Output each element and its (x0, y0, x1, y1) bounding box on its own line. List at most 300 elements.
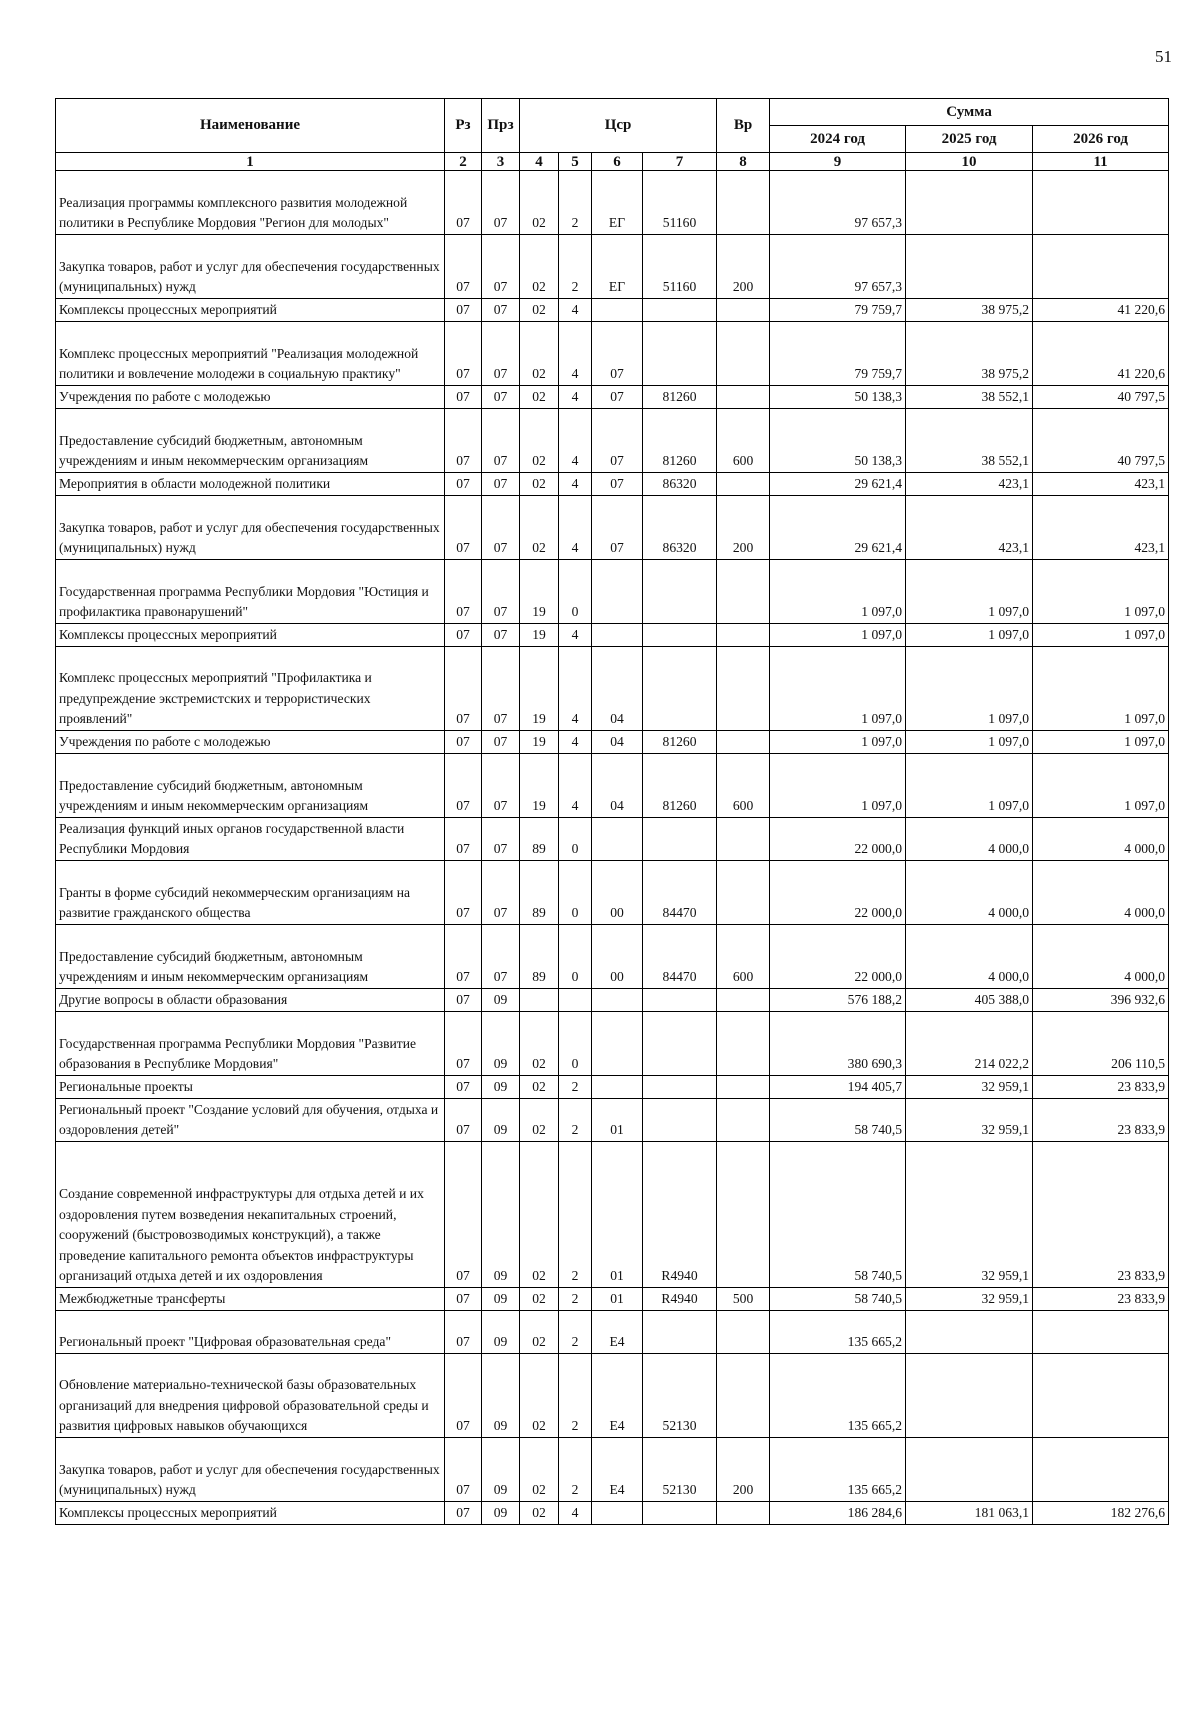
row-vr (717, 322, 770, 386)
row-csr-project: 04 (592, 754, 643, 818)
row-csr-direction: R4940 (643, 1288, 717, 1311)
column-index: 4 (520, 153, 559, 171)
row-sum-2026: 1 097,0 (1033, 754, 1169, 818)
row-csr-program: 02 (520, 171, 559, 235)
row-sum-2025: 1 097,0 (906, 754, 1033, 818)
row-prz: 09 (482, 1288, 520, 1311)
row-csr-project: Е4 (592, 1354, 643, 1438)
row-csr-direction: R4940 (643, 1142, 717, 1288)
row-name: Создание современной инфраструктуры для отдыха детей и их оздоровления путем возведения некапитальных строений, сооружений (быстровозводимых конструкций), а также проведение капитального ремонта объектов инфраструктуры организаций отдыха детей и их оздоровления (56, 1142, 445, 1288)
row-sum-2024: 79 759,7 (770, 322, 906, 386)
row-csr-project: 01 (592, 1099, 643, 1142)
row-csr-direction (643, 1076, 717, 1099)
row-rz: 07 (445, 409, 482, 473)
row-vr (717, 1354, 770, 1438)
row-name: Учреждения по работе с молодежью (56, 731, 445, 754)
row-csr-type: 2 (559, 235, 592, 299)
row-csr-program: 02 (520, 322, 559, 386)
row-vr (717, 1502, 770, 1525)
row-csr-program: 89 (520, 861, 559, 925)
row-csr-type: 0 (559, 560, 592, 624)
row-sum-2025: 214 022,2 (906, 1012, 1033, 1076)
row-sum-2025: 4 000,0 (906, 861, 1033, 925)
row-rz: 07 (445, 473, 482, 496)
table-row (56, 1099, 1169, 1142)
row-prz: 07 (482, 299, 520, 322)
row-sum-2024: 50 138,3 (770, 386, 906, 409)
row-csr-direction (643, 560, 717, 624)
row-vr (717, 1142, 770, 1288)
table-row (56, 624, 1169, 647)
table-row (56, 1311, 1169, 1354)
row-prz: 07 (482, 861, 520, 925)
row-rz: 07 (445, 624, 482, 647)
row-name: Комплекс процессных мероприятий "Реализация молодежной политики и вовлечение молодежи в социальную практику" (56, 322, 445, 386)
row-sum-2026: 4 000,0 (1033, 818, 1169, 861)
row-csr-type: 2 (559, 171, 592, 235)
row-csr-type: 4 (559, 322, 592, 386)
row-sum-2026: 40 797,5 (1033, 409, 1169, 473)
row-sum-2024: 1 097,0 (770, 560, 906, 624)
row-sum-2026: 423,1 (1033, 473, 1169, 496)
row-csr-project (592, 1012, 643, 1076)
row-prz: 07 (482, 409, 520, 473)
row-sum-2026: 1 097,0 (1033, 560, 1169, 624)
row-prz: 09 (482, 1012, 520, 1076)
row-csr-direction: 51160 (643, 235, 717, 299)
row-sum-2026: 1 097,0 (1033, 647, 1169, 731)
row-csr-direction (643, 1099, 717, 1142)
row-sum-2024: 135 665,2 (770, 1354, 906, 1438)
row-sum-2024: 1 097,0 (770, 731, 906, 754)
column-index: 8 (717, 153, 770, 171)
column-header-name: Наименование (56, 99, 445, 153)
row-sum-2024: 97 657,3 (770, 235, 906, 299)
row-prz: 07 (482, 496, 520, 560)
row-rz: 07 (445, 925, 482, 989)
row-vr (717, 473, 770, 496)
row-sum-2025 (906, 171, 1033, 235)
row-csr-type: 2 (559, 1099, 592, 1142)
row-sum-2025: 38 975,2 (906, 299, 1033, 322)
row-vr (717, 989, 770, 1012)
row-csr-type: 2 (559, 1076, 592, 1099)
row-sum-2026: 1 097,0 (1033, 624, 1169, 647)
row-rz: 07 (445, 1099, 482, 1142)
row-rz: 07 (445, 1142, 482, 1288)
row-sum-2026: 23 833,9 (1033, 1099, 1169, 1142)
row-csr-direction (643, 1502, 717, 1525)
row-sum-2024: 79 759,7 (770, 299, 906, 322)
row-csr-program: 19 (520, 754, 559, 818)
row-name: Комплексы процессных мероприятий (56, 299, 445, 322)
row-csr-project (592, 299, 643, 322)
row-sum-2025: 423,1 (906, 473, 1033, 496)
table-row (56, 754, 1169, 818)
row-csr-type: 2 (559, 1142, 592, 1288)
row-name: Другие вопросы в области образования (56, 989, 445, 1012)
column-header-csr: Цср (520, 99, 717, 153)
row-csr-direction: 52130 (643, 1354, 717, 1438)
row-csr-program: 19 (520, 560, 559, 624)
row-name: Предоставление субсидий бюджетным, автономным учреждениям и иным некоммерческим организациям (56, 925, 445, 989)
column-header-2025: 2025 год (906, 126, 1033, 153)
row-csr-project (592, 624, 643, 647)
row-rz: 07 (445, 235, 482, 299)
row-sum-2025: 4 000,0 (906, 818, 1033, 861)
row-vr (717, 560, 770, 624)
table-row (56, 322, 1169, 386)
row-sum-2024: 50 138,3 (770, 409, 906, 473)
column-index: 7 (643, 153, 717, 171)
row-csr-direction (643, 989, 717, 1012)
row-rz: 07 (445, 1076, 482, 1099)
row-rz: 07 (445, 299, 482, 322)
row-csr-project (592, 818, 643, 861)
row-csr-direction: 81260 (643, 409, 717, 473)
table-row (56, 989, 1169, 1012)
row-sum-2026: 396 932,6 (1033, 989, 1169, 1012)
row-vr: 600 (717, 754, 770, 818)
row-csr-direction (643, 299, 717, 322)
row-sum-2024: 1 097,0 (770, 647, 906, 731)
row-prz: 07 (482, 322, 520, 386)
row-prz: 07 (482, 560, 520, 624)
row-name: Учреждения по работе с молодежью (56, 386, 445, 409)
row-vr (717, 1099, 770, 1142)
row-csr-program: 89 (520, 925, 559, 989)
row-csr-type: 4 (559, 409, 592, 473)
row-prz: 07 (482, 386, 520, 409)
row-csr-type (559, 989, 592, 1012)
row-csr-project: 07 (592, 496, 643, 560)
row-sum-2026: 23 833,9 (1033, 1288, 1169, 1311)
row-csr-type: 4 (559, 624, 592, 647)
row-vr: 500 (717, 1288, 770, 1311)
row-vr: 200 (717, 235, 770, 299)
row-sum-2026: 206 110,5 (1033, 1012, 1169, 1076)
row-csr-direction: 84470 (643, 861, 717, 925)
row-csr-project (592, 989, 643, 1012)
table-row (56, 1142, 1169, 1288)
row-sum-2025: 1 097,0 (906, 560, 1033, 624)
row-name: Реализация функций иных органов государственной власти Республики Мордовия (56, 818, 445, 861)
row-csr-project: 04 (592, 647, 643, 731)
row-sum-2024: 58 740,5 (770, 1142, 906, 1288)
row-csr-direction (643, 647, 717, 731)
row-vr: 200 (717, 1438, 770, 1502)
row-csr-project: 07 (592, 473, 643, 496)
row-csr-program: 02 (520, 1438, 559, 1502)
row-csr-program: 02 (520, 235, 559, 299)
row-name: Региональный проект "Цифровая образовательная среда" (56, 1311, 445, 1354)
row-vr (717, 299, 770, 322)
row-csr-direction: 51160 (643, 171, 717, 235)
row-sum-2025 (906, 1438, 1033, 1502)
row-vr (717, 624, 770, 647)
row-rz: 07 (445, 496, 482, 560)
row-sum-2026: 23 833,9 (1033, 1142, 1169, 1288)
row-sum-2026: 182 276,6 (1033, 1502, 1169, 1525)
row-vr (717, 1012, 770, 1076)
row-sum-2026: 23 833,9 (1033, 1076, 1169, 1099)
row-csr-project: 01 (592, 1142, 643, 1288)
row-sum-2024: 380 690,3 (770, 1012, 906, 1076)
row-vr (717, 171, 770, 235)
row-sum-2026: 41 220,6 (1033, 299, 1169, 322)
row-sum-2025: 1 097,0 (906, 647, 1033, 731)
row-csr-program: 02 (520, 1099, 559, 1142)
row-csr-type: 2 (559, 1311, 592, 1354)
row-csr-type: 0 (559, 1012, 592, 1076)
row-csr-type: 4 (559, 731, 592, 754)
row-csr-type: 4 (559, 473, 592, 496)
row-sum-2024: 1 097,0 (770, 754, 906, 818)
row-prz: 07 (482, 473, 520, 496)
row-name: Закупка товаров, работ и услуг для обеспечения государственных (муниципальных) нужд (56, 496, 445, 560)
row-csr-direction: 86320 (643, 473, 717, 496)
row-csr-project: 04 (592, 731, 643, 754)
row-sum-2026: 423,1 (1033, 496, 1169, 560)
row-sum-2025: 38 975,2 (906, 322, 1033, 386)
row-vr: 600 (717, 925, 770, 989)
row-sum-2024: 97 657,3 (770, 171, 906, 235)
row-vr (717, 647, 770, 731)
row-name: Обновление материально-технической базы образовательных организаций для внедрения цифровой образовательной среды и развития цифровых навыков обучающихся (56, 1354, 445, 1438)
table-row (56, 1502, 1169, 1525)
row-csr-type: 4 (559, 386, 592, 409)
page-number: 51 (1155, 47, 1172, 66)
row-sum-2024: 22 000,0 (770, 818, 906, 861)
row-name: Предоставление субсидий бюджетным, автономным учреждениям и иным некоммерческим организациям (56, 754, 445, 818)
row-vr (717, 386, 770, 409)
row-csr-program: 02 (520, 1142, 559, 1288)
row-sum-2026: 40 797,5 (1033, 386, 1169, 409)
row-sum-2025: 32 959,1 (906, 1076, 1033, 1099)
row-csr-type: 0 (559, 925, 592, 989)
row-sum-2025: 1 097,0 (906, 731, 1033, 754)
row-csr-program: 02 (520, 299, 559, 322)
row-name: Комплекс процессных мероприятий "Профилактика и предупреждение экстремистских и террористических проявлений" (56, 647, 445, 731)
row-prz: 09 (482, 989, 520, 1012)
row-prz: 09 (482, 1099, 520, 1142)
column-index: 9 (770, 153, 906, 171)
column-header-2026: 2026 год (1033, 126, 1169, 153)
row-vr (717, 861, 770, 925)
row-vr (717, 818, 770, 861)
row-csr-type: 4 (559, 647, 592, 731)
column-header-rz: Рз (445, 99, 482, 153)
row-prz: 07 (482, 647, 520, 731)
row-csr-direction (643, 624, 717, 647)
row-sum-2025: 1 097,0 (906, 624, 1033, 647)
row-name: Реализация программы комплексного развития молодежной политики в Республике Мордовия "Регион для молодых" (56, 171, 445, 235)
row-sum-2025: 423,1 (906, 496, 1033, 560)
row-sum-2024: 58 740,5 (770, 1099, 906, 1142)
table-row (56, 1438, 1169, 1502)
row-prz: 09 (482, 1311, 520, 1354)
table-row (56, 818, 1169, 861)
row-rz: 07 (445, 1438, 482, 1502)
row-name: Региональный проект "Создание условий для обучения, отдыха и оздоровления детей" (56, 1099, 445, 1142)
row-name: Межбюджетные трансферты (56, 1288, 445, 1311)
row-sum-2025 (906, 235, 1033, 299)
table-row (56, 1354, 1169, 1438)
row-sum-2026 (1033, 1311, 1169, 1354)
row-vr (717, 1076, 770, 1099)
row-prz: 07 (482, 818, 520, 861)
row-csr-type: 0 (559, 861, 592, 925)
row-sum-2025: 32 959,1 (906, 1142, 1033, 1288)
row-rz: 07 (445, 1288, 482, 1311)
row-sum-2024: 29 621,4 (770, 496, 906, 560)
row-csr-project: 00 (592, 861, 643, 925)
row-csr-program: 02 (520, 473, 559, 496)
row-rz: 07 (445, 647, 482, 731)
row-vr: 200 (717, 496, 770, 560)
row-vr (717, 731, 770, 754)
row-prz: 07 (482, 624, 520, 647)
table-row (56, 731, 1169, 754)
row-rz: 07 (445, 560, 482, 624)
row-csr-program: 19 (520, 731, 559, 754)
row-rz: 07 (445, 754, 482, 818)
row-prz: 09 (482, 1076, 520, 1099)
row-sum-2025 (906, 1354, 1033, 1438)
row-sum-2024: 186 284,6 (770, 1502, 906, 1525)
row-csr-project (592, 1076, 643, 1099)
row-prz: 09 (482, 1354, 520, 1438)
table-row (56, 473, 1169, 496)
row-csr-project (592, 1502, 643, 1525)
row-rz: 07 (445, 386, 482, 409)
column-header-2024: 2024 год (770, 126, 906, 153)
table-row (56, 861, 1169, 925)
row-sum-2024: 22 000,0 (770, 861, 906, 925)
row-sum-2025: 38 552,1 (906, 386, 1033, 409)
row-rz: 07 (445, 322, 482, 386)
budget-table (55, 98, 1169, 1525)
row-csr-program: 19 (520, 647, 559, 731)
column-index: 6 (592, 153, 643, 171)
row-name: Комплексы процессных мероприятий (56, 1502, 445, 1525)
row-sum-2025: 38 552,1 (906, 409, 1033, 473)
row-name: Гранты в форме субсидий некоммерческим организациям на развитие гражданского общества (56, 861, 445, 925)
row-csr-program (520, 989, 559, 1012)
row-sum-2024: 58 740,5 (770, 1288, 906, 1311)
row-csr-program: 02 (520, 386, 559, 409)
table-row (56, 1076, 1169, 1099)
row-rz: 07 (445, 1311, 482, 1354)
row-csr-program: 02 (520, 1354, 559, 1438)
row-csr-direction: 81260 (643, 386, 717, 409)
row-csr-type: 4 (559, 1502, 592, 1525)
row-prz: 09 (482, 1438, 520, 1502)
table-row (56, 386, 1169, 409)
row-csr-project: 07 (592, 409, 643, 473)
row-vr: 600 (717, 409, 770, 473)
row-csr-direction: 84470 (643, 925, 717, 989)
row-csr-type: 2 (559, 1354, 592, 1438)
row-csr-direction (643, 1311, 717, 1354)
row-sum-2026: 4 000,0 (1033, 861, 1169, 925)
row-name: Закупка товаров, работ и услуг для обеспечения государственных (муниципальных) нужд (56, 235, 445, 299)
row-sum-2025: 405 388,0 (906, 989, 1033, 1012)
row-name: Государственная программа Республики Мордовия "Юстиция и профилактика правонарушений" (56, 560, 445, 624)
row-sum-2024: 576 188,2 (770, 989, 906, 1012)
row-sum-2024: 1 097,0 (770, 624, 906, 647)
row-rz: 07 (445, 171, 482, 235)
table-row (56, 299, 1169, 322)
table-row (56, 647, 1169, 731)
row-csr-project: 00 (592, 925, 643, 989)
row-csr-type: 2 (559, 1288, 592, 1311)
table-row (56, 1288, 1169, 1311)
row-rz: 07 (445, 1354, 482, 1438)
row-rz: 07 (445, 818, 482, 861)
row-csr-program: 02 (520, 1012, 559, 1076)
table-row (56, 925, 1169, 989)
row-csr-direction: 81260 (643, 754, 717, 818)
row-rz: 07 (445, 1012, 482, 1076)
row-sum-2026 (1033, 1354, 1169, 1438)
column-index: 2 (445, 153, 482, 171)
row-sum-2026: 41 220,6 (1033, 322, 1169, 386)
row-rz: 07 (445, 989, 482, 1012)
row-prz: 07 (482, 925, 520, 989)
row-sum-2025: 181 063,1 (906, 1502, 1033, 1525)
row-prz: 07 (482, 754, 520, 818)
table-row (56, 171, 1169, 235)
row-sum-2026 (1033, 1438, 1169, 1502)
row-sum-2026: 1 097,0 (1033, 731, 1169, 754)
row-sum-2026: 4 000,0 (1033, 925, 1169, 989)
row-sum-2025: 32 959,1 (906, 1288, 1033, 1311)
row-sum-2024: 29 621,4 (770, 473, 906, 496)
row-csr-direction: 52130 (643, 1438, 717, 1502)
row-csr-direction (643, 818, 717, 861)
row-csr-program: 02 (520, 1311, 559, 1354)
row-csr-type: 4 (559, 754, 592, 818)
row-csr-direction (643, 322, 717, 386)
table-row (56, 560, 1169, 624)
table-row (56, 409, 1169, 473)
column-index: 10 (906, 153, 1033, 171)
row-name: Мероприятия в области молодежной политики (56, 473, 445, 496)
row-prz: 09 (482, 1502, 520, 1525)
row-sum-2024: 22 000,0 (770, 925, 906, 989)
row-name: Региональные проекты (56, 1076, 445, 1099)
row-csr-type: 2 (559, 1438, 592, 1502)
row-csr-program: 19 (520, 624, 559, 647)
row-rz: 07 (445, 861, 482, 925)
row-sum-2025: 4 000,0 (906, 925, 1033, 989)
table-row (56, 1012, 1169, 1076)
row-vr (717, 1311, 770, 1354)
table-row (56, 496, 1169, 560)
row-csr-project: 07 (592, 322, 643, 386)
row-csr-type: 4 (559, 496, 592, 560)
row-csr-project: 01 (592, 1288, 643, 1311)
table-row (56, 235, 1169, 299)
row-csr-direction (643, 1012, 717, 1076)
row-sum-2024: 194 405,7 (770, 1076, 906, 1099)
row-sum-2024: 135 665,2 (770, 1438, 906, 1502)
row-name: Закупка товаров, работ и услуг для обеспечения государственных (муниципальных) нужд (56, 1438, 445, 1502)
column-index: 3 (482, 153, 520, 171)
column-header-sum: Сумма (770, 99, 1169, 126)
row-name: Предоставление субсидий бюджетным, автономным учреждениям и иным некоммерческим организациям (56, 409, 445, 473)
